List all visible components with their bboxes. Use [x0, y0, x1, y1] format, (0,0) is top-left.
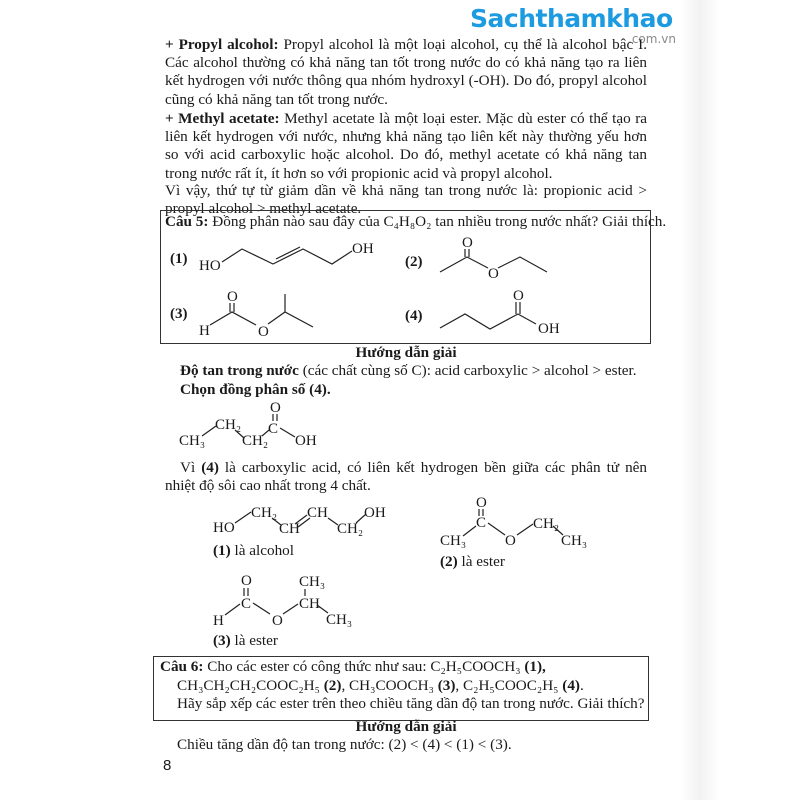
- svg-text:O: O: [270, 400, 281, 416]
- svg-text:OH: OH: [364, 505, 386, 521]
- solution-6-heading: Hướng dẫn giải: [355, 718, 457, 735]
- structure-ester-3: [213, 573, 352, 629]
- paragraph-methyl-acetate: + Methyl acetate: Methyl acetate là một loại ester. Mặc dù ester có thể tạo ra liên kết hydrogen với nước, nhưng khả năng tạo liên kết này thường yếu hơn so với acid carboxylic hoặc alcohol. Do đó, methyl acetate có khả năng tan trong nước rất ít, ít hơn so với propionic acid và propyl alcohol.: [165, 110, 647, 182]
- svg-text:O: O: [227, 289, 238, 305]
- option-1-label: (1): [170, 251, 188, 267]
- option-2-label: (2): [405, 254, 423, 270]
- paragraph-propyl-alcohol: + Propyl alcohol: Propyl alcohol là một loại alcohol, cụ thể là alcohol bậc I. Các alcohol thường có khả năng tan tốt trong nước do có khả năng tạo ra liên kết hydrogen với nước thông qua nhóm hydroxyl (-OH). Do đó, propyl alcohol cũng có khả năng tan tốt trong nước.: [165, 36, 647, 108]
- svg-text:CH₂: CH₂: [337, 521, 364, 537]
- question-6-line2: CH₃CH₂CH₂COOC₂H₅ (2), CH₃COOCH₃ (3), C₂H₅COOC₂H₅ (4).: [177, 677, 584, 694]
- structure-q5-2: [440, 235, 547, 282]
- svg-text:CH₃: CH₃: [179, 433, 206, 449]
- question-6-line1: Câu 6: Cho các ester có công thức như sau: C₂H₅COOCH₃ (1),: [160, 658, 546, 675]
- svg-text:O: O: [241, 573, 252, 589]
- caption-3: (3) là ester: [213, 632, 278, 649]
- svg-text:O: O: [488, 266, 499, 282]
- solution-5-line1: Độ tan trong nước (các chất cùng số C): acid carboxylic > alcohol > ester.: [180, 362, 637, 379]
- svg-text:OH: OH: [295, 433, 317, 449]
- svg-text:H: H: [199, 323, 210, 339]
- svg-text:O: O: [505, 533, 516, 549]
- svg-text:O: O: [272, 613, 283, 629]
- svg-text:HO: HO: [213, 520, 235, 536]
- svg-text:CH: CH: [299, 596, 320, 612]
- caption-1: (1) là alcohol: [213, 542, 294, 559]
- svg-text:O: O: [258, 324, 269, 340]
- watermark-logo-suffix: .com.vn: [628, 32, 676, 46]
- structure-q5-3: [199, 289, 313, 340]
- svg-text:CH₃: CH₃: [440, 533, 467, 549]
- svg-text:CH₃: CH₃: [326, 612, 353, 628]
- svg-text:O: O: [476, 495, 487, 511]
- question-6-line3: Hãy sắp xếp các ester trên theo chiều tăng dần độ tan trong nước. Giải thích?: [177, 695, 645, 712]
- svg-text:CH₃: CH₃: [299, 574, 326, 590]
- svg-text:CH: CH: [307, 505, 328, 521]
- svg-text:C: C: [241, 596, 252, 612]
- solution-5-explanation: Vì (4) là carboxylic acid, có liên kết hydrogen bền giữa các phân tử nên nhiệt độ sôi cao nhất trong 4 chất.: [165, 459, 648, 495]
- structure-q5-1: [199, 241, 374, 274]
- paragraph-conclusion: Vì vậy, thứ tự từ giảm dần về khả năng tan trong nước là: propionic acid > propyl alcohol > methyl acetate.: [165, 182, 647, 218]
- svg-text:CH₂: CH₂: [251, 505, 278, 521]
- caption-2: (2) là ester: [440, 553, 505, 570]
- solution-5-answer: Chọn đồng phân số (4).: [180, 381, 331, 398]
- structure-q5-4: [440, 288, 560, 337]
- svg-text:C: C: [476, 515, 487, 531]
- svg-text:CH₃: CH₃: [561, 533, 588, 549]
- svg-text:O: O: [513, 288, 524, 304]
- structure-ester-2: [440, 495, 587, 549]
- question-5-text: Câu 5: Đồng phân nào sau đây của C₄H₈O₂ tan nhiều trong nước nhất? Giải thích.: [165, 213, 667, 230]
- svg-text:OH: OH: [538, 321, 560, 337]
- svg-text:CH₂: CH₂: [215, 417, 242, 433]
- structure-butanoic-acid: [179, 400, 317, 449]
- solution-5-heading: Hướng dẫn giải: [355, 344, 457, 361]
- svg-text:OH: OH: [352, 241, 374, 257]
- option-4-label: (4): [405, 308, 423, 324]
- svg-text:HO: HO: [199, 258, 221, 274]
- option-3-label: (3): [170, 306, 188, 322]
- svg-text:CH₂: CH₂: [533, 516, 560, 532]
- svg-text:CH: CH: [279, 521, 300, 537]
- page-number: 8: [163, 757, 172, 774]
- solution-6-answer: Chiều tăng dần độ tan trong nước: (2) < (4) < (1) < (3).: [177, 736, 512, 753]
- svg-text:C: C: [268, 421, 279, 437]
- svg-text:CH₂: CH₂: [242, 433, 269, 449]
- svg-text:O: O: [462, 235, 473, 251]
- structure-alcohol-1: [213, 505, 386, 537]
- watermark-logo: Sachthamkhao: [470, 4, 673, 33]
- svg-text:H: H: [213, 613, 224, 629]
